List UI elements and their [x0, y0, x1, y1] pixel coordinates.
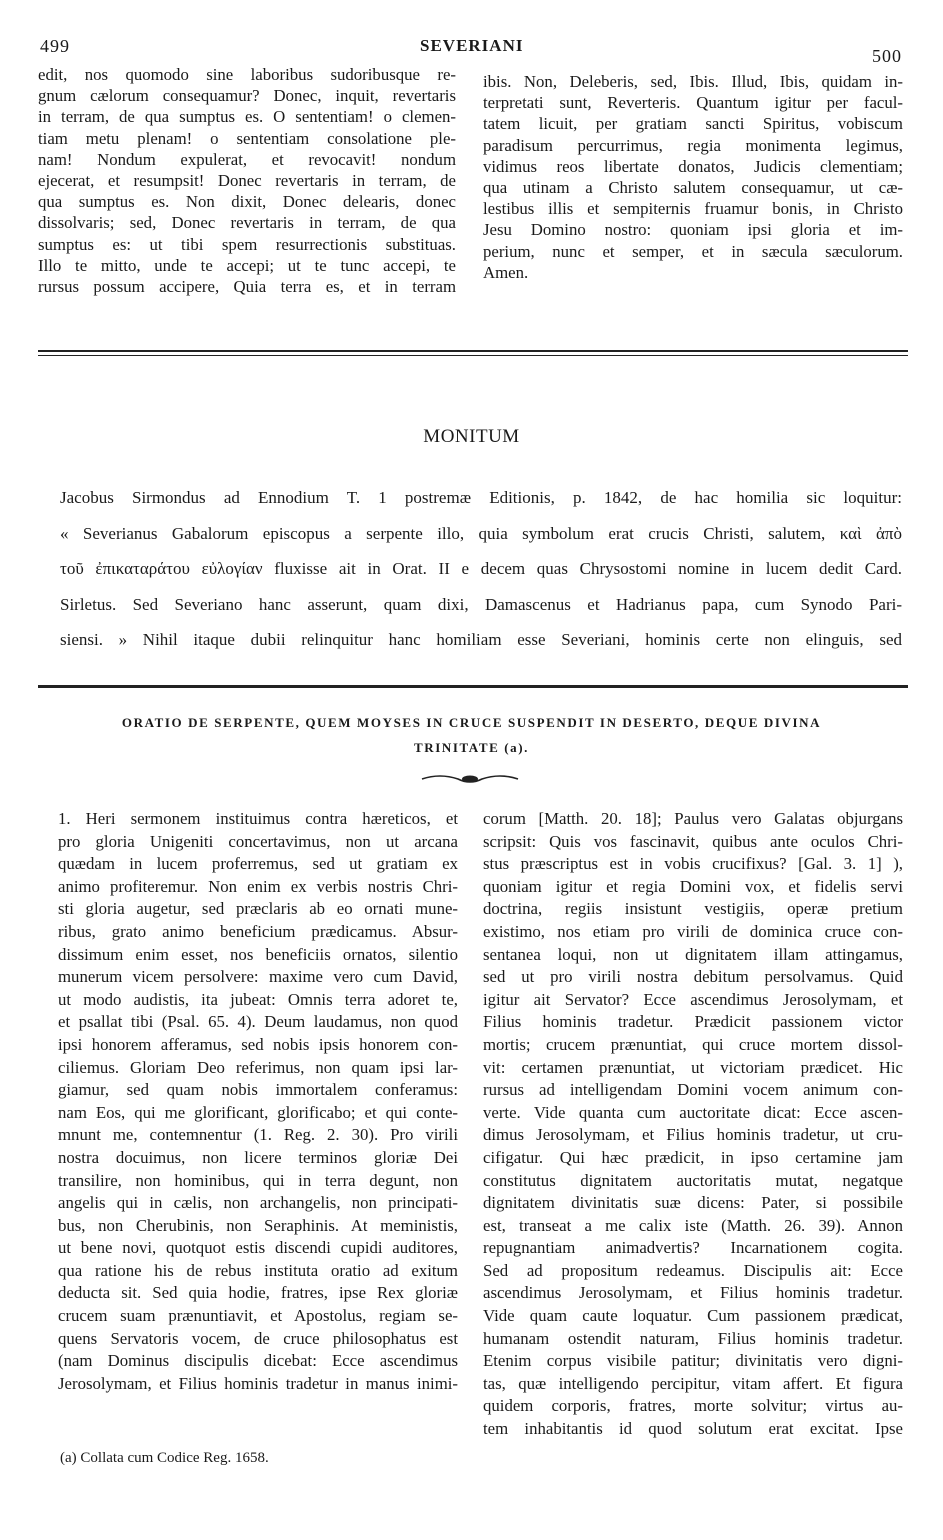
text-line: humanam ostendit naturam, Filius hominis tradetur. — [483, 1328, 903, 1348]
text-line: vit: certamen prænuntiat, ut victoriam prædicet. Hic — [483, 1057, 903, 1077]
text-line: rursus ad intelligendam Domini vocem animum con- — [483, 1080, 903, 1100]
body-right-column — [483, 808, 903, 1441]
text-line: quens Servatoris vocem, de cruce philosophatus est — [58, 1328, 458, 1348]
text-line: doctrina, regiis insistunt vestigiis, operæ pretium — [483, 899, 903, 919]
text-line: « Severianus Gabalorum episcopus a serpente illo, quia symbolum erat crucis Christi, salutem, καὶ ἀπὸ — [60, 523, 902, 543]
text-line: edit, nos quomodo sine laboribus sudoribusque re- — [38, 65, 456, 84]
text-line: quoniam igitur et regia Domini vox, et fidelis servi — [483, 876, 903, 896]
text-line: sti gloria augetur, sed præclaris ab eo ornati mune- — [58, 899, 458, 919]
text-line: perium, nunc et semper, et in sæcula sæculorum. — [483, 241, 903, 261]
text-line: Amen. — [483, 262, 529, 282]
text-line: Filius hominis tradetur. Prædicit passionem victor — [483, 1012, 903, 1032]
text-line: giamur, sed quam nobis immortalem conferamus: — [58, 1080, 458, 1100]
text-line: quædam in lucem proferremus, sed ut gratiam ex — [58, 854, 458, 874]
text-line: ciliemus. Gloriam Deo referimus, non quam ipsi lar- — [58, 1057, 458, 1077]
text-line: Jesu Domino nostro: quoniam ipsi gloria et im- — [483, 220, 903, 240]
running-title: SEVERIANI — [420, 36, 524, 55]
text-line: Sed ad propositum redeamus. Discipulis ait: Ecce — [483, 1260, 903, 1280]
text-line: dissolvaris; sed, Donec revertaris in terram, de qua — [38, 213, 456, 233]
page-number-left: 499 — [40, 36, 70, 56]
text-line: sumptus es: ut tibi spem resurrectionis substituas. — [38, 234, 456, 254]
text-line: crucem suam prænuntiavit, et Apostolus, regiam se- — [58, 1306, 458, 1326]
text-line: paradisum percurrimus, regia monimenta legimus, — [483, 135, 903, 155]
text-line: lestibus illis et sempiternis fruamur bonis, in Christo — [483, 199, 903, 219]
text-line: tem inhabitantis id quod solutum erat excitat. Ipse — [483, 1419, 903, 1439]
text-line: gnum cælorum consequamur? Donec, inquit, revertaris — [38, 86, 456, 106]
text-line: ut modo audistis, ita jubeat: Omnis terra adoret te, — [58, 989, 458, 1009]
text-line: tatem licuit, per gratiam sancti Spiritus, vobiscum — [483, 114, 903, 134]
text-line: deducta sit. Sed quia hodie, fratres, ipse Rex gloriæ — [58, 1283, 458, 1303]
text-line: Jerosolymam, et Filius hominis tradetur in manus inimi- — [58, 1373, 458, 1393]
text-line: ribus, grato animo beneficium prædicamus. Absur- — [58, 921, 458, 941]
text-line: dignitatem divinitatis suæ dicens: Pater, si possibile — [483, 1193, 903, 1213]
text-line: bus, non Cherubinis, non Seraphinis. At meministis, — [58, 1215, 458, 1235]
text-line: sed ut pro virili nostra debitum persolvamus. Quid — [483, 967, 903, 987]
text-line: ipsi honorem afferamus, sed nobis ipsis honorem con- — [58, 1034, 458, 1054]
text-line: Vide quam caute loquatur. Cum passionem prædicat, — [483, 1306, 903, 1326]
text-line: constitutus dignitatem auctoritatis mutat, negatque — [483, 1170, 903, 1190]
text-line: cifigatur. Qui hæc prædicit, in ipso certamine jam — [483, 1147, 903, 1167]
text-line: scripsit: Quis vos fascinavit, quibus ante oculos Chri- — [483, 831, 903, 851]
text-line: mnunt me, contemnentur (1. Reg. 2. 30). Pro virili — [58, 1125, 458, 1145]
oratio-title-line1: ORATIO DE SERPENTE, QUEM MOYSES IN CRUCE SUSPENDIT IN DESERTO, DEQUE DIVINA — [121, 715, 822, 730]
text-line: rursus possum accipere, Quia terra es, et in terram — [38, 277, 456, 297]
text-line: animo profiteremur. Non enim ex verbis nostris Chri- — [58, 876, 458, 896]
text-line: nostra docuimus, non licere terminos gloriæ Dei — [58, 1147, 458, 1167]
text-line: tas, quæ intelligendo percipitur, vitam affert. Et figura — [483, 1373, 903, 1393]
monitum-title: MONITUM — [423, 426, 520, 447]
section-rule — [38, 350, 908, 352]
text-line: et psallat tibi (Psal. 65. 4). Deum laudamus, non quod — [58, 1012, 458, 1032]
text-line: sentanea loqui, non ut dignitatem illam attingamus, — [483, 944, 903, 964]
text-line: angelis qui in cælis, non archangelis, non principati- — [58, 1193, 458, 1213]
oratio-title — [0, 710, 943, 760]
text-line: vidimus reos libertate donatos, Judicis clementiam; — [483, 156, 903, 176]
section-rule-2 — [38, 685, 908, 688]
text-line: Sirletus. Sed Severiano hanc asserunt, quam dixi, Damascenus et Hadrianus papa, cum Synodo Pari- — [60, 594, 902, 614]
text-line: stus præscriptus est in vobis crucifixus? [Gal. 3. 1] ), — [483, 854, 903, 874]
text-line: verte. Vide quanta cum auctoritate dicat: Ecce ascen- — [483, 1102, 903, 1122]
text-line: igitur ait Servator? Ecce ascendimus Jerosolymam, et — [483, 989, 903, 1009]
text-line: tiam metu plenam! o sententiam consolatione ple- — [38, 128, 456, 148]
text-line: dimus Jerosolymam, et Filius hominis tradetur, ut cru- — [483, 1125, 903, 1145]
body-left-column — [58, 808, 458, 1395]
text-line: nam Eos, qui me glorificant, glorificabo; et qui conte- — [58, 1102, 458, 1122]
oratio-title-line2: TRINITATE (a). — [413, 740, 530, 755]
text-line: quidem corporis, fratres, morte solvitur; virtus au- — [483, 1396, 903, 1416]
text-line: corum [Matth. 20. 18]; Paulus vero Galatas objurgans — [483, 809, 903, 828]
text-line: (nam Dominus discipulis dicebat: Ecce ascendimus — [58, 1351, 458, 1371]
text-line: in terram, de qua sumptus es. O sententiam! o clemen- — [38, 107, 456, 127]
text-line: transilire, non hominibus, qui in terra degunt, non — [58, 1170, 458, 1190]
text-line: Jacobus Sirmondus ad Ennodium T. 1 postremæ Editionis, p. 1842, de hac homilia sic loquitur: — [60, 488, 902, 507]
text-line: ibis. Non, Deleberis, sed, Ibis. Illud, Ibis, quidam in- — [483, 72, 903, 91]
text-line: qua sumptus es. Non dixit, Donec delearis, donec — [38, 192, 456, 212]
text-line: Etenim corpus visibile patitur; divinitatis vero digni- — [483, 1351, 903, 1371]
text-line: nam! Nondum expulerat, et revocavit! nondum — [38, 149, 456, 169]
text-line: τοῦ ἐπικαταράτου εὐλογίαν fluxisse ait in Orat. II e decem quas Chrysostomi nomine in lucem dedit Card. — [60, 559, 902, 578]
text-line: munerum vicem persolvere: maxime vero cum David, — [58, 967, 458, 987]
text-line: qua utinam a Christo salutem consequamur, ut cæ- — [483, 178, 903, 198]
text-line: Illo te mitto, unde te accepi; ut te tunc accepi, te — [38, 255, 456, 275]
text-line: ascendimus Jerosolymam, et Filius hominis tradetur. — [483, 1283, 903, 1303]
text-line: est, transeat a me calix iste (Matth. 26. 39). Annon — [483, 1215, 903, 1235]
footnote: (a) Collata cum Codice Reg. 1658. — [60, 1450, 269, 1466]
text-line: ejecerat, et resumpsit! Donec revertaris in terram, de — [38, 171, 456, 191]
text-line: ut bene novi, quotquot estis discendi cupidi auditores, — [58, 1238, 458, 1258]
text-line: pro gloria Unigeniti concertavimus, non ut arcana — [58, 831, 458, 851]
text-line: dissimum enim esset, nos beneficiis ornatos, silentio — [58, 944, 458, 964]
page-number-right: 500 — [872, 46, 902, 66]
top-left-column — [38, 64, 456, 297]
text-line: terpretati sunt, Reverteris. Quantum igitur per facul- — [483, 93, 903, 113]
ornament-divider — [420, 773, 520, 785]
monitum-text — [60, 480, 902, 658]
text-line: 1. Heri sermonem instituimus contra hæreticos, et — [58, 809, 458, 828]
text-line: qua ratione his de rebus instituta oratio ad exitum — [58, 1260, 458, 1280]
section-rule-thin — [38, 355, 908, 356]
text-line: mortis; crucem prænuntiat, qui cruce mortem dissol- — [483, 1034, 903, 1054]
text-line: siensi. » Nihil itaque dubii relinquitur hanc homiliam esse Severiani, hominis certe non elinguis, sed — [60, 630, 902, 649]
top-right-column — [483, 71, 903, 283]
text-line: existimo, nos etiam pro virili de dominica cruce con- — [483, 921, 903, 941]
text-line: repugnantiam animadvertis? Incarnationem cogita. — [483, 1238, 903, 1258]
